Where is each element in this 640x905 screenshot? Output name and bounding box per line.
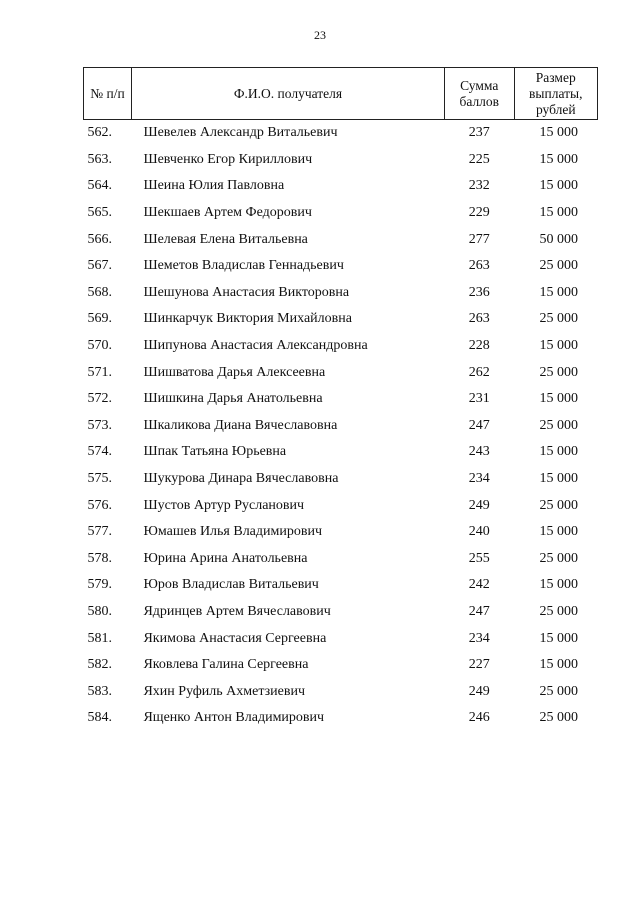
row-number: 580. — [87, 603, 112, 619]
row-number: 573. — [87, 417, 112, 433]
table-row — [84, 226, 598, 253]
recipient-name: Яхин Руфиль Ахметзиевич — [143, 683, 306, 699]
payment-amount: 15 000 — [539, 125, 578, 141]
score-total: 243 — [468, 444, 490, 460]
recipient-name: Яковлева Галина Сергеевна — [143, 657, 309, 673]
table-row — [84, 333, 598, 360]
row-number: 563. — [87, 151, 112, 167]
recipient-name: Шипунова Анастасия Александровна — [143, 338, 368, 354]
row-number: 567. — [87, 258, 112, 274]
recipient-name: Шустов Артур Русланович — [143, 497, 305, 513]
payment-amount: 25 000 — [539, 258, 578, 274]
row-number: 574. — [87, 444, 112, 460]
score-total: 234 — [468, 630, 490, 646]
score-total: 247 — [468, 417, 490, 433]
payment-amount: 25 000 — [539, 497, 578, 513]
recipient-name: Шеина Юлия Павловна — [143, 178, 285, 194]
row-number: 569. — [87, 311, 112, 327]
table-row — [84, 572, 598, 599]
recipient-name: Шишватова Дарья Алексеевна — [143, 364, 326, 380]
score-total: 246 — [468, 710, 490, 726]
score-total: 237 — [468, 125, 490, 141]
recipient-name: Юмашев Илья Владимирович — [143, 524, 323, 540]
table-row — [84, 120, 598, 147]
table-row — [84, 147, 598, 174]
table-row — [84, 599, 598, 626]
recipient-name: Шевченко Егор Кириллович — [143, 151, 313, 167]
score-total: 225 — [468, 151, 490, 167]
table-row — [84, 173, 598, 200]
score-total: 231 — [468, 391, 490, 407]
score-total: 228 — [468, 338, 490, 354]
recipient-name: Шпак Татьяна Юрьевна — [143, 444, 287, 460]
table-header-row — [84, 68, 598, 120]
score-total: 263 — [468, 311, 490, 327]
row-number: 581. — [87, 630, 112, 646]
score-total: 240 — [468, 524, 490, 540]
recipient-name: Ященко Антон Владимирович — [143, 710, 325, 726]
recipient-name: Якимова Анастасия Сергеевна — [143, 630, 327, 646]
row-number: 571. — [87, 364, 112, 380]
score-total: 227 — [468, 657, 490, 673]
payment-amount: 15 000 — [539, 577, 578, 593]
recipient-name: Шешунова Анастасия Викторовна — [143, 284, 350, 300]
score-total: 263 — [468, 258, 490, 274]
row-number: 578. — [87, 550, 112, 566]
table-row — [84, 678, 598, 705]
table-row — [84, 519, 598, 546]
recipient-name: Шевелев Александр Витальевич — [143, 125, 338, 141]
row-number: 575. — [87, 471, 112, 487]
table-row — [84, 466, 598, 493]
row-number: 583. — [87, 683, 112, 699]
payment-amount: 15 000 — [539, 391, 578, 407]
table-row — [84, 492, 598, 519]
payment-amount: 15 000 — [539, 205, 578, 221]
table-row — [84, 359, 598, 386]
payment-amount: 15 000 — [539, 178, 578, 194]
payment-amount: 15 000 — [539, 444, 578, 460]
payment-amount: 15 000 — [539, 630, 578, 646]
header-score-total: Сумма баллов — [445, 68, 515, 120]
table-row — [84, 253, 598, 280]
table-body — [84, 120, 598, 732]
payment-amount: 15 000 — [539, 338, 578, 354]
row-number: 577. — [87, 524, 112, 540]
score-total: 262 — [468, 364, 490, 380]
row-number: 570. — [87, 338, 112, 354]
payment-amount: 50 000 — [539, 231, 578, 247]
score-total: 277 — [468, 231, 490, 247]
score-total: 242 — [468, 577, 490, 593]
row-number: 576. — [87, 497, 112, 513]
payment-amount: 15 000 — [539, 284, 578, 300]
score-total: 247 — [468, 603, 490, 619]
table-row — [84, 705, 598, 732]
table-row — [84, 413, 598, 440]
row-number: 582. — [87, 657, 112, 673]
recipients-table — [83, 67, 598, 732]
payment-amount: 25 000 — [539, 550, 578, 566]
header-payment-amount: Размер выплаты, рублей — [514, 68, 597, 120]
recipient-name: Шелевая Елена Витальевна — [143, 231, 308, 247]
score-total: 234 — [468, 471, 490, 487]
table-row — [84, 280, 598, 307]
payment-amount: 25 000 — [539, 364, 578, 380]
payment-amount: 15 000 — [539, 657, 578, 673]
score-total: 249 — [468, 683, 490, 699]
payment-amount: 25 000 — [539, 683, 578, 699]
table-row — [84, 625, 598, 652]
score-total: 229 — [468, 205, 490, 221]
recipient-name: Шишкина Дарья Анатольевна — [143, 391, 323, 407]
table-row — [84, 546, 598, 573]
score-total: 255 — [468, 550, 490, 566]
table-row — [84, 652, 598, 679]
table-row — [84, 439, 598, 466]
row-number: 568. — [87, 284, 112, 300]
header-number: № п/п — [84, 68, 132, 120]
row-number: 566. — [87, 231, 112, 247]
recipient-name: Шинкарчук Виктория Михайловна — [143, 311, 352, 327]
payment-amount: 15 000 — [539, 471, 578, 487]
recipient-name: Ядринцев Артем Вячеславович — [143, 603, 331, 619]
row-number: 572. — [87, 391, 112, 407]
row-number: 565. — [87, 205, 112, 221]
payment-amount: 25 000 — [539, 311, 578, 327]
row-number: 579. — [87, 577, 112, 593]
recipient-name: Юрина Арина Анатольевна — [143, 550, 308, 566]
recipient-name: Шекшаев Артем Федорович — [143, 205, 312, 221]
row-number: 564. — [87, 178, 112, 194]
payment-amount: 25 000 — [539, 603, 578, 619]
page-number: 23 — [314, 28, 326, 42]
table-row — [84, 200, 598, 227]
score-total: 249 — [468, 497, 490, 513]
table-row — [84, 306, 598, 333]
payment-amount: 15 000 — [539, 524, 578, 540]
recipient-name: Шкаликова Диана Вячеславовна — [143, 417, 338, 433]
row-number: 562. — [87, 125, 112, 141]
header-recipient-name: Ф.И.О. получателя — [131, 68, 444, 120]
payment-amount: 15 000 — [539, 151, 578, 167]
table-row — [84, 386, 598, 413]
recipient-name: Юров Владислав Витальевич — [143, 577, 319, 593]
score-total: 236 — [468, 284, 490, 300]
payment-amount: 25 000 — [539, 710, 578, 726]
payment-amount: 25 000 — [539, 417, 578, 433]
recipient-name: Шеметов Владислав Геннадьевич — [143, 258, 344, 274]
score-total: 232 — [468, 178, 490, 194]
recipient-name: Шукурова Динара Вячеславовна — [143, 471, 339, 487]
row-number: 584. — [87, 710, 112, 726]
